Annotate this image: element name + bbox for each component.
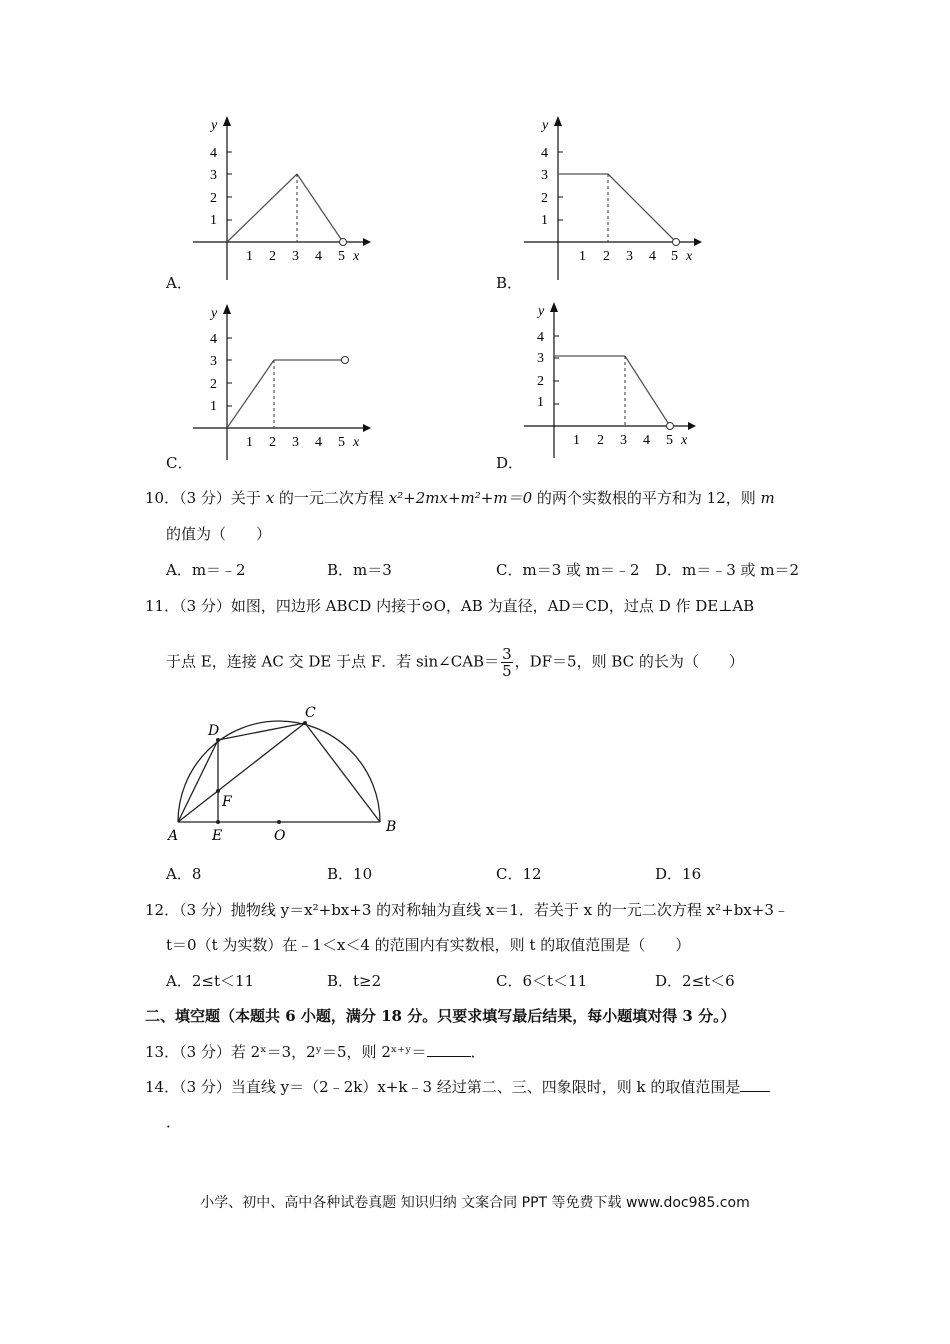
point-a-label: A: [168, 828, 179, 844]
point-d-label: D: [208, 723, 220, 739]
graph-c-svg: [165, 300, 375, 470]
q11-figure-svg: [160, 700, 410, 850]
graph-a-ytick: 1: [210, 213, 217, 228]
q10-option-b: B．m＝3: [327, 561, 392, 579]
q10-option-c: C．m＝3 或 m＝﹣2: [496, 561, 640, 579]
q13-text: （3 分）若 2ˣ＝3，2ʸ＝5，则 2ˣ⁺ʸ＝: [179, 1043, 427, 1061]
graph-d-xtick: 4: [643, 433, 650, 448]
sin-fraction: [501, 646, 513, 679]
q11-option-a: A．8: [166, 865, 202, 883]
graph-b-xtick: 1: [579, 249, 586, 264]
q11-line2: [166, 646, 744, 679]
graph-b-xtick: 3: [626, 249, 633, 264]
fraction-denominator: 5: [502, 662, 512, 680]
graph-b-label: B．: [496, 274, 523, 292]
q10-text: 的一元二次方程: [274, 489, 389, 507]
graph-c-label: C．: [166, 454, 193, 472]
graph-c-xtick: 2: [269, 435, 276, 450]
graph-c-ytick: 3: [210, 354, 217, 369]
section-2-heading: 二、填空题（本题共 6 小题，满分 18 分。只要求填写最后结果，每小题填对得 3 分。）: [145, 1007, 736, 1025]
graph-b-xtick: 2: [603, 249, 610, 264]
q14-end: ．: [166, 1113, 182, 1131]
graph-c-ytick: 4: [210, 332, 217, 347]
graph-a-y-label: y: [211, 118, 218, 133]
graph-d-xtick: 3: [620, 433, 627, 448]
graph-d-ytick: 2: [537, 374, 544, 389]
point-b-label: B: [386, 819, 397, 835]
page-footer: 小学、初中、高中各种试卷真题 知识归纳 文案合同 PPT 等免费下载 www.doc985.com: [200, 1195, 750, 1211]
graph-d-xtick: 5: [666, 433, 673, 448]
fraction-numerator: 3: [502, 645, 512, 663]
graph-b-ytick: 4: [541, 146, 548, 161]
graph-d-ytick: 1: [537, 395, 544, 410]
q10-number: 10．: [145, 489, 180, 507]
q12-line2: t＝0（t 为实数）在﹣1＜x＜4 的范围内有实数根，则 t 的取值范围是（ ）: [166, 936, 691, 954]
graph-d-xtick: 1: [573, 433, 580, 448]
graph-b-ytick: 3: [541, 168, 548, 183]
graph-a-ytick: 3: [210, 168, 217, 183]
graph-d-ytick: 3: [537, 351, 544, 366]
q11-text: 于点 E，连接 AC 交 DE 于点 F．若 sin∠CAB＝: [166, 652, 500, 671]
q12-option-c: C．6＜t＜11: [496, 972, 588, 990]
graph-b-xtick: 5: [671, 249, 678, 264]
q11-number: 11．: [145, 597, 180, 615]
graph-a-xtick: 3: [292, 249, 299, 264]
graph-c-xtick: 4: [315, 435, 322, 450]
point-f-label: F: [222, 794, 232, 810]
q13-end: ．: [470, 1043, 486, 1061]
graph-a-label: A．: [166, 274, 192, 292]
q10-option-d: D．m＝﹣3 或 m＝2: [655, 561, 800, 579]
q13-line: [145, 1042, 486, 1062]
graph-a-ytick: 4: [210, 146, 217, 161]
q12-option-a: A．2≤t＜11: [166, 972, 255, 990]
q11-option-b: B．10: [327, 865, 373, 883]
q12-line1: [145, 900, 789, 920]
graph-c-ytick: 1: [210, 399, 217, 414]
q11-line1: [145, 596, 754, 616]
graph-d-x-label: x: [681, 433, 688, 448]
graph-a-xtick: 1: [246, 249, 253, 264]
graph-b-x-label: x: [686, 249, 693, 264]
q10-var-m: m: [760, 489, 775, 507]
q11-option-d: D．16: [655, 865, 702, 883]
q10-equation: x²+2mx+m²+m＝0: [388, 489, 533, 507]
q13-number: 13．: [145, 1043, 180, 1061]
q10-text: 的两个实数根的平方和为 12，则: [532, 489, 761, 507]
graph-b-svg: [496, 112, 706, 292]
graph-c-xtick: 1: [246, 435, 253, 450]
q12-number: 12．: [145, 901, 180, 919]
graph-d-svg: [518, 296, 708, 466]
q14-number: 14．: [145, 1078, 180, 1096]
graph-a-x-label: x: [353, 249, 360, 264]
q11-text: （3 分）如图，四边形 ABCD 内接于⊙O，AB 为直径，AD＝CD，过点 D 作 DE⊥AB: [179, 597, 755, 615]
q14-text: （3 分）当直线 y＝（2﹣2k）x+k﹣3 经过第二、三、四象限时，则 k 的取值范围是: [179, 1078, 741, 1096]
q14-answer-blank[interactable]: [740, 1077, 770, 1092]
graph-c-y-label: y: [211, 306, 218, 321]
graph-c-ytick: 2: [210, 377, 217, 392]
point-c-label: C: [305, 705, 316, 721]
graph-a: [165, 112, 375, 292]
graph-c-x-label: x: [353, 435, 360, 450]
graph-b-y-label: y: [542, 118, 549, 133]
graph-d-ytick: 4: [537, 330, 544, 345]
q12-option-d: D．2≤t＜6: [655, 972, 735, 990]
graph-d: [518, 296, 708, 466]
graph-a-xtick: 2: [269, 249, 276, 264]
q10-var-x: x: [265, 489, 275, 507]
q10-score: （3 分）关于: [179, 489, 261, 507]
graph-a-xtick: 5: [338, 249, 345, 264]
q11-figure: [160, 700, 410, 850]
q10-option-a: A．m＝﹣2: [166, 561, 246, 579]
graph-b-xtick: 4: [649, 249, 656, 264]
q10-line1: [145, 488, 775, 508]
q13-answer-blank[interactable]: [427, 1042, 471, 1057]
q10-line2: 的值为（ ）: [166, 525, 272, 543]
q11-option-c: C．12: [496, 865, 542, 883]
graph-b: [496, 112, 706, 292]
q14-line: [145, 1077, 770, 1097]
point-o-label: O: [274, 828, 286, 844]
graph-c-xtick: 3: [292, 435, 299, 450]
graph-d-xtick: 2: [597, 433, 604, 448]
graph-c-xtick: 5: [338, 435, 345, 450]
graph-d-y-label: y: [538, 304, 545, 319]
graph-a-ytick: 2: [210, 191, 217, 206]
graph-d-label: D．: [496, 454, 524, 472]
graph-a-svg: [165, 112, 375, 292]
graph-c: [165, 300, 375, 470]
q12-option-b: B．t≥2: [327, 972, 382, 990]
graph-b-ytick: 2: [541, 191, 548, 206]
graph-b-ytick: 1: [541, 213, 548, 228]
graph-a-xtick: 4: [315, 249, 322, 264]
point-e-label: E: [212, 828, 223, 844]
q12-text: （3 分）抛物线 y＝x²+bx+3 的对称轴为直线 x＝1．若关于 x 的一元二次方程 x²+bx+3﹣: [179, 901, 789, 919]
q11-text: ，DF＝5，则 BC 的长为（ ）: [514, 652, 744, 671]
